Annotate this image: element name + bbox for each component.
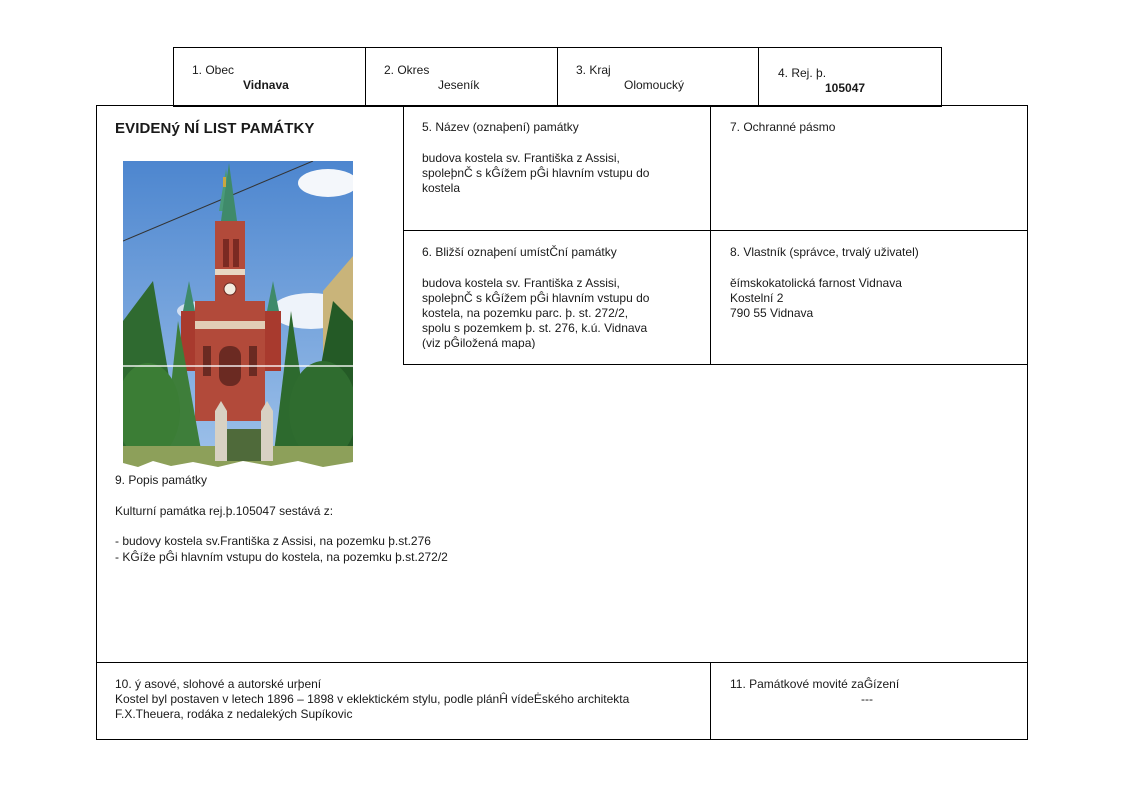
grid-line xyxy=(403,105,404,365)
nazev-label: 5. Název (oznaþení) památky xyxy=(422,120,579,134)
header-divider xyxy=(557,47,558,106)
rej-label: 4. Rej. þ. xyxy=(778,66,827,80)
urceni-label: 10. ý asové, slohové a autorské urþení xyxy=(115,677,322,691)
grid-line xyxy=(403,230,1027,231)
blizsi-line: budova kostela sv. Františka z Assisi, xyxy=(422,276,620,290)
obec-label: 1. Obec xyxy=(192,63,235,77)
popis-item: - budovy kostela sv.Františka z Assisi, na pozemku þ.st.276 xyxy=(115,534,431,548)
blizsi-line: spoleþnČ s kĜížem pĜi hlavním vstupu do xyxy=(422,291,650,305)
movite-label: 11. Památkové movité zaĜízení xyxy=(730,677,900,691)
movite-value: --- xyxy=(861,692,873,706)
popis-label: 9. Popis památky xyxy=(115,473,208,487)
vlastnik-line: 790 55 Vidnava xyxy=(730,306,814,320)
obec-value: Vidnava xyxy=(243,78,289,92)
pasmo-label: 7. Ochranné pásmo xyxy=(730,120,836,134)
page-title: EVIDENý NÍ LIST PAMÁTKY xyxy=(115,120,315,137)
okres-label: 2. Okres xyxy=(384,63,430,77)
kraj-value: Olomoucký xyxy=(624,78,685,92)
header-divider xyxy=(758,47,759,106)
vlastnik-label: 8. Vlastník (správce, trvalý uživatel) xyxy=(730,245,919,259)
grid-line xyxy=(96,662,1027,663)
popis-item: - KĜíže pĜi hlavním vstupu do kostela, na pozemku þ.st.272/2 xyxy=(115,550,448,564)
header-divider xyxy=(365,47,366,106)
nazev-line: kostela xyxy=(422,181,461,195)
nazev-line: spoleþnČ s kĜížem pĜi hlavním vstupu do xyxy=(422,166,650,180)
blizsi-line: kostela, na pozemku parc. þ. st. 272/2, xyxy=(422,306,629,320)
kraj-label: 3. Kraj xyxy=(576,63,611,77)
rej-value: 105047 xyxy=(825,81,866,95)
church-photo-icon xyxy=(123,161,353,467)
grid-line xyxy=(403,364,1027,365)
grid-line xyxy=(710,105,711,365)
urceni-line: F.X.Theuera, rodáka z nedalekých Supíkovic xyxy=(115,707,353,721)
blizsi-line: spolu s pozemkem þ. st. 276, k.ú. Vidnava xyxy=(422,321,648,335)
grid-line xyxy=(710,662,711,739)
blizsi-clip xyxy=(422,336,707,349)
okres-value: Jeseník xyxy=(438,78,480,92)
vlastnik-line: ěímskokatolická farnost Vidnava xyxy=(730,276,902,290)
vlastnik-line: Kostelní 2 xyxy=(730,291,784,305)
blizsi-line: (viz pĜiložená mapa) xyxy=(422,336,536,349)
nazev-line: budova kostela sv. Františka z Assisi, xyxy=(422,151,620,165)
blizsi-label: 6. Bližší oznaþení umístČní památky xyxy=(422,245,617,259)
urceni-line: Kostel byl postaven v letech 1896 – 1898 v eklektickém stylu, podle plánĤ vídeĖského architekta xyxy=(115,692,630,706)
popis-intro: Kulturní památka rej.þ.105047 sestává z: xyxy=(115,504,334,518)
